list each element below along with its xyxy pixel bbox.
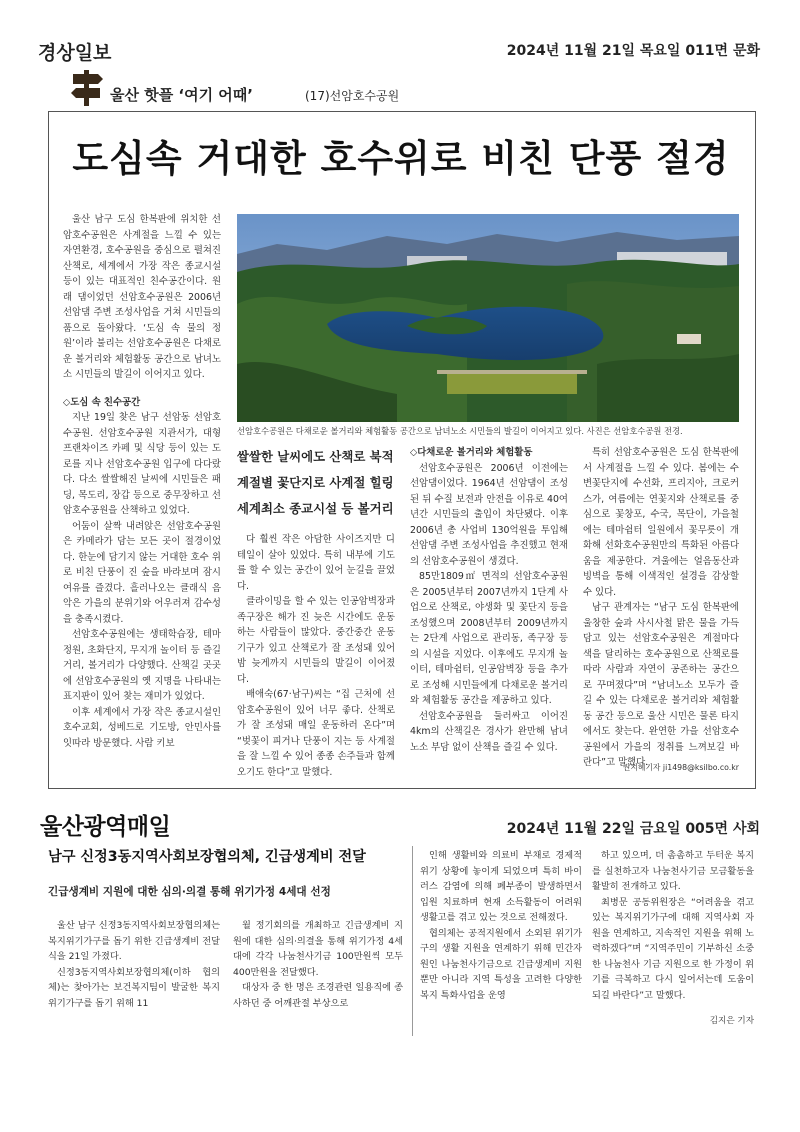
paragraph: 울산 남구 신정3동지역사회보장협의체는 복지위기가구를 돕기 위한 긴급생계비 전달식을 21일 가졌다. (48, 920, 220, 962)
byline: 권지혜기자 ji1498@ksilbo.co.kr (622, 763, 739, 772)
article-column-3 (420, 848, 582, 1003)
paragraph: 클라이밍을 할 수 있는 인공암벽장과 족구장은 해가 진 늦은 시간에도 운동하는 사람들이 많았다. 중간중간 운동기구가 있고 산책로가 잘 조성돼 있어 밤 늦게까지 시민들의 발길이 이어졌다. (237, 596, 395, 685)
article-column-2 (237, 532, 395, 780)
paragraph: 월 정기회의를 개최하고 긴급생계비 지원에 대한 심의·의결을 통해 위기가정 4세대에 각각 나눔천사기금 100만원씩 모두 400만원을 전달했다. (233, 920, 403, 978)
paragraph: 울산 남구 도심 한복판에 위치한 선암호수공원은 사계절을 느낄 수 있는 자연환경, 호수공원을 중심으로 펼쳐진 산책로, 세계에서 가장 작은 종교시설 등이 있는 대표적인 친수공간이다. 원래 댐이었던 선암호수공원은 2006년 선암댐 주변 조성사업을 거쳐 시민들의 품으로 돌아왔다. ‘도심 속 물의 정원’이라 불리는 선암호수공원은 다채로운 볼거리와 체험활동 공간으로 남녀노소 시민들의 발길이 이어지고 있다. (63, 214, 221, 380)
section-subheading: ◇도심 속 친수공간 (63, 396, 141, 408)
paragraph: 배애숙(67·남구)씨는 “집 근처에 선암호수공원이 있어 너무 좋다. 산책로가 잘 조성돼 매일 운동하러 온다”며 “벚꽃이 피거나 단풍이 지는 등 사계절을 잘 느낄 수 있어 종종 손주들과 함께 오기도 한다”고 말했다. (237, 689, 395, 778)
paragraph: 하고 있으며, 더 촘촘하고 두터운 복지를 실천하고자 나눔천사기금 모금활동을 활발히 전개하고 있다. (592, 850, 754, 892)
byline: 김지은 기자 (709, 1016, 754, 1026)
headline: 남구 신정3동지역사회보장협의체, 긴급생계비 전달 (48, 849, 366, 865)
article-column-3 (410, 445, 568, 755)
newspaper-name: 울산광역매일 (40, 814, 171, 840)
paragraph: 특히 선암호수공원은 도심 한복판에서 사계절을 느낄 수 있다. 봄에는 수변꽃단지에 수선화, 프리지아, 크로커스가, 여름에는 연꽃지와 산책로를 중심으로 꽃창포, 수국, 목단이, 가을철에는 테마쉼터 일원에서 꽃무릇이 개화해 선화호수공원만의 특화된 아름다움을 제공한다. 겨울에는 얼음동산과 빙벽을 통해 이색적인 설경을 감상할 수 있다. (583, 447, 739, 598)
subhead-2: 계절별 꽃단지로 사계절 힐링 (237, 475, 394, 490)
paragraph: 다 훨씬 작은 아담한 사이즈지만 디테일이 살아 있었다. 특히 내부에 기도를 할 수 있는 공간이 있어 눈길을 끌었다. (237, 534, 395, 592)
article-column-1 (63, 212, 221, 751)
paragraph: 85만1809㎡ 면적의 선암호수공원은 2005년부터 2007년까지 1단계 사업으로 산책로, 야생화 및 꽃단지 등을 조성했으며 2008년부터 2009년까지는 2단계 사업으로 관리동, 족구장 등의 시설을 지었다. 이후에도 무지개 놀이터, 테마쉼터, 인공암벽장 등을 추가로 조성해 시민들에게 다채로운 볼거리와 체험활동 공간을 제공하고 있다. (410, 571, 568, 706)
subheadline: 긴급생계비 지원에 대한 심의·의결 통해 위기가정 4세대 선정 (48, 886, 331, 898)
publication-date-line: 2024년 11월 21일 목요일 011면 문화 (506, 43, 760, 59)
paragraph: 협의체는 공적지원에서 소외된 위기가구의 생활 지원을 연계하기 위해 민간자원인 나눔천사기금으로 긴급생계비 지원뿐만 아니라 지역 특성을 고려한 다양한 복지 특화사업을 운영 (420, 927, 582, 1001)
paragraph: 이후 세계에서 가장 작은 종교시설인 호수교회, 성베드로 기도방, 안민사를 잇따라 방문했다. 사람 키보 (63, 706, 221, 749)
subheads-block (237, 444, 397, 522)
series-number: (17)선암호수공원 (305, 89, 400, 103)
paragraph: 지난 19일 찾은 남구 선암동 선암호수공원. 선암호수공원 지관서가, 대형 프랜차이즈 카페 및 식당 등이 있는 도로를 지나 선암호수공원 입구에 다다랐다. 다소 쌀쌀해진 날씨에 시민들은 패딩, 목도리, 장갑 등으로 중무장하고 선암호수공원을 산책하고 있었다. (63, 412, 221, 516)
paragraph: 신정3동지역사회보장협의체(이하 협의체)는 찾아가는 보건복지팀이 발굴한 복지위기가구를 돕기 위해 11 (48, 966, 220, 1009)
article-column-4 (592, 848, 754, 1003)
article-column-4 (583, 445, 739, 771)
photo-caption: 선암호수공원은 다채로운 볼거리와 체험활동 공간으로 남녀노소 시민들의 발길이 이어지고 있다. 사진은 선암호수공원 전경. (237, 426, 683, 436)
section-subheading: ◇다채로운 볼거리와 체험활동 (410, 447, 533, 458)
subhead-3: 세계최소 종교시설 등 볼거리 (237, 501, 394, 516)
signpost-icon (70, 68, 104, 108)
headline: 도심속 거대한 호수위로 비친 단풍 절경 (72, 136, 730, 180)
paragraph: 어둠이 살짝 내려앉은 선암호수공원은 카메라가 담는 모든 곳이 절경이었다. 한눈에 담기지 않는 거대한 호수 위로 비친 단풍이 진 숲을 바라보며 잠시 여유를 즐겼다. 흘러나오는 클래식 음악은 가을의 분위기와 어우러져 감수성을 충족시켰다. (63, 520, 221, 625)
paragraph: 인해 생활비와 의료비 부채로 경제적 위기 상황에 놓이게 되었으며 특히 바이러스 감염에 의해 폐부종이 발생하면서 입원 치료하며 현재 소득활동이 어려워 생활고를 겪고 있는 것으로 전해졌다. (420, 850, 582, 923)
paragraph: 선암호수공원에는 생태학습장, 테마정원, 초화단지, 무지개 놀이터 등 즐길거리, 볼거리가 다양했다. 산책길 곳곳에 선암호수공원의 옛 지명을 나타내는 표지판이 있어 찾는 재미가 있었다. (63, 629, 221, 702)
paragraph: 선암호수공원을 둘러싸고 이어진 4km의 산책길은 경사가 완만해 남녀노소 부담 없이 산책을 즐길 수 있다. (410, 710, 568, 753)
newspaper-name: 경상일보 (38, 42, 112, 64)
paragraph: 최병문 공동위원장은 “어려움을 겪고 있는 복지위기가구에 대해 지역사회 자원을 연계하고, 지속적인 지원을 위해 노력하겠다”며 “지역주민이 기부하신 소중한 나눔천사 기금 지원으로 한 가정이 위기를 극복하고 다시 일어서는데 도움이 되길 바란다”고 말했다. (592, 896, 754, 1001)
publication-date-line: 2024년 11월 22일 금요일 005면 사회 (506, 821, 760, 837)
column-divider (412, 846, 413, 1036)
subhead-1: 쌀쌀한 날씨에도 산책로 북적 (237, 449, 394, 464)
paragraph: 선암호수공원은 2006년 이전에는 선암댐이었다. 1964년 선암댐이 조성된 뒤 수질 보전과 안전을 이유로 40여 년간 시민들의 출입이 차단됐다. 이후 2006년 총 사업비 130억원을 투입해 선암댐 주변 조성사업을 추진했고 현재의 선암호수공원이 생겼다. (410, 462, 568, 567)
article-column-1 (48, 918, 220, 1011)
paragraph: 남구 관계자는 “남구 도심 한복판에 울창한 숲과 사시사철 맑은 물을 가득 담고 있는 선암호수공원은 계절마다 색을 달리하는 호수공원으로 산책로를 따라 사람과 자연이 공존하는 공간으로 꾸며졌다”며 “남녀노소 모두가 즐길 수 있는 다채로운 볼거리와 체험활동 공간 등으로 울산 시민은 물론 타지에서도 찾는다. 완연한 가을 선암호수공원에서 가을의 정취를 느껴보길 바란다”고 말했다. (583, 602, 739, 768)
lake-park-photo (237, 214, 739, 422)
series-title: 울산 핫플 ‘여기 어때’ (110, 86, 253, 104)
article-column-2 (233, 918, 403, 1011)
paragraph: 대상자 중 한 명은 조경관련 일용직에 종사하던 중 어깨관절 부상으로 (233, 982, 403, 1009)
